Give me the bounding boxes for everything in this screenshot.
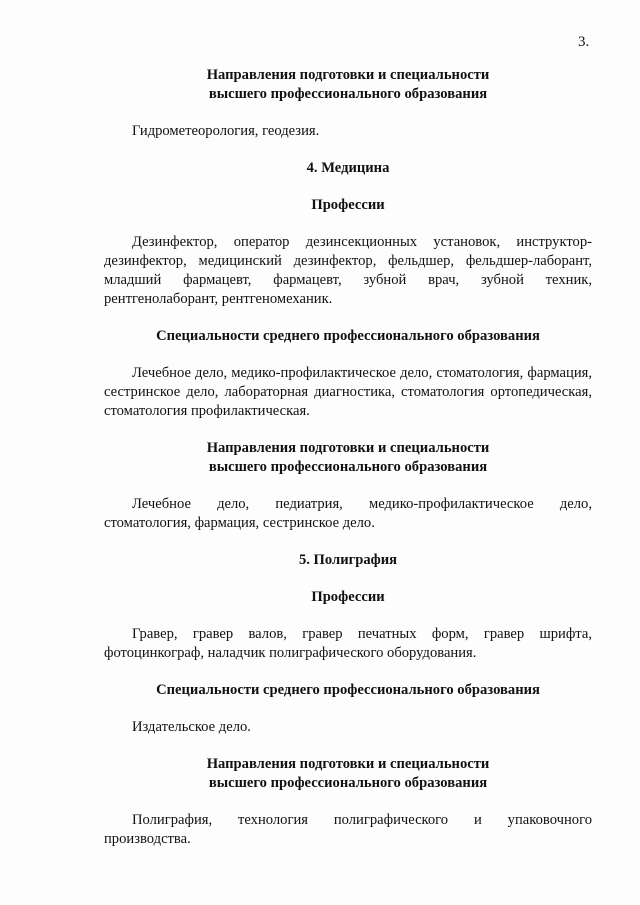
paragraph: Полиграфия, технология полиграфического и упаковочного производства. <box>104 812 592 847</box>
paragraph: Гравер, гравер валов, гравер печатных форм, гравер шрифта, фотоцинкограф, наладчик полиграфического оборудования. <box>104 626 592 661</box>
paragraph: Лечебное дело, педиатрия, медико-профилактическое дело, стоматология, фармация, сестринское дело. <box>104 496 592 531</box>
paragraph: Издательское дело. <box>132 719 251 735</box>
paragraph: Лечебное дело, медико-профилактическое дело, стоматология, фармация, сестринское дело, лабораторная диагностика, стоматология ортопедическая, стоматология профилактическая. <box>104 365 592 419</box>
section-title: 5. Полиграфия <box>298 552 398 568</box>
section-title: 4. Медицина <box>306 160 390 176</box>
subsection-heading: Профессии <box>311 197 385 213</box>
subsection-heading: Профессии <box>311 589 385 605</box>
section-heading: Направления подготовки и специальности высшего профессионального образования <box>206 756 490 791</box>
page-number: 3. <box>578 34 590 50</box>
document-body <box>104 66 592 849</box>
subsection-heading: Специальности среднего профессионального образования <box>156 328 540 344</box>
section-heading: Направления подготовки и специальности высшего профессионального образования <box>206 67 490 102</box>
subsection-heading: Специальности среднего профессионального образования <box>156 682 540 698</box>
paragraph: Гидрометеорология, геодезия. <box>132 123 320 139</box>
section-heading: Направления подготовки и специальности высшего профессионального образования <box>206 440 490 475</box>
paragraph: Дезинфектор, оператор дезинсекционных установок, инструктор-дезинфектор, медицинский дезинфектор, фельдшер, фельдшер-лаборант, младший фармацевт, фармацевт, зубной врач, зубной техник, рентгенолаборант, рентгеномеханик. <box>104 234 592 307</box>
